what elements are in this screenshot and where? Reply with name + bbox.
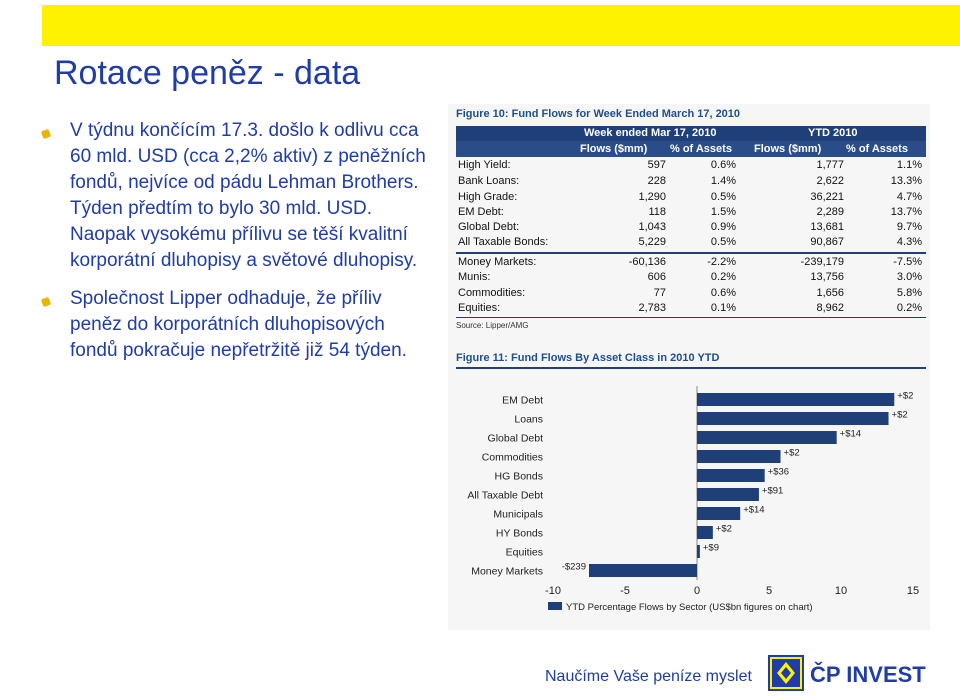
data-label: +$14 <box>839 428 862 440</box>
row-week-flow: 597 <box>647 159 666 171</box>
header-week-flows: Flows ($mm) <box>580 143 648 155</box>
data-label: +$14 <box>743 504 765 516</box>
bar <box>697 526 713 539</box>
category-label: Commodities <box>481 451 543 464</box>
category-label: Equities <box>505 546 543 559</box>
x-tick-label: -5 <box>620 585 630 597</box>
table-row <box>456 287 926 302</box>
figure11-title: Figure 11: Fund Flows By Asset Class in 2010 YTD <box>456 352 720 364</box>
row-ytd-flow: 36,221 <box>810 191 844 203</box>
table-row <box>456 191 926 206</box>
bullet-text: Společnost Lipper odhaduje, že příliv peněz do korporátních dluhopisových fondů pokračuje nepřetržitě již 54 týden. <box>70 288 407 361</box>
row-ytd-flow: 2,622 <box>816 175 844 187</box>
figure11-rule <box>456 367 926 369</box>
row-ytd-pct: 9.7% <box>896 221 922 233</box>
bar <box>697 545 700 558</box>
row-ytd-pct: 3.0% <box>896 271 922 283</box>
category-label: Global Debt <box>487 432 543 445</box>
row-ytd-flow: 1,777 <box>816 159 844 171</box>
row-ytd-flow: 13,756 <box>810 271 844 283</box>
row-week-flow: 1,290 <box>638 191 666 203</box>
figure-panel <box>448 104 930 630</box>
row-week-pct: 0.1% <box>710 302 736 314</box>
row-week-flow: 77 <box>653 287 666 299</box>
figure10-title: Figure 10: Fund Flows for Week Ended March 17, 2010 <box>456 108 741 120</box>
row-ytd-pct: 1.1% <box>896 159 922 171</box>
x-tick-label: 5 <box>765 585 773 597</box>
row-week-pct: 0.9% <box>710 221 736 233</box>
row-week-flow: 1,043 <box>638 221 666 233</box>
table-row <box>456 159 926 174</box>
row-ytd-pct: 0.2% <box>896 302 922 314</box>
row-label: High Yield: <box>458 159 511 171</box>
data-label: +$2 <box>783 447 800 459</box>
row-week-flow: 2,783 <box>638 302 666 314</box>
row-label: Munis: <box>458 271 491 283</box>
data-label: +$91 <box>761 485 784 497</box>
bar <box>697 507 740 520</box>
data-label: +$2 <box>715 523 732 535</box>
bar <box>697 488 759 501</box>
x-tick-label: 0 <box>693 585 701 597</box>
header-ytd-pct: % of Assets <box>846 143 908 155</box>
bullet-icon <box>41 129 51 139</box>
row-ytd-pct: 13.3% <box>890 175 922 187</box>
row-ytd-flow: 8,962 <box>816 302 844 314</box>
row-label: Commodities: <box>458 287 526 299</box>
row-week-pct: 0.5% <box>710 191 736 203</box>
top-yellow-band <box>42 5 960 46</box>
table-row <box>456 206 926 221</box>
table-divider <box>456 252 926 254</box>
bar <box>589 564 697 577</box>
table-row <box>456 175 926 190</box>
row-week-flow: 606 <box>647 271 666 283</box>
bar <box>697 412 889 425</box>
table-bottom-rule <box>456 317 926 318</box>
bullet-list <box>40 118 435 376</box>
row-label: Bank Loans: <box>458 175 520 187</box>
row-label: High Grade: <box>458 191 518 203</box>
brand-logo-icon <box>768 655 804 691</box>
row-week-flow: 5,229 <box>638 236 666 248</box>
row-label: Global Debt: <box>458 221 520 233</box>
row-label: EM Debt: <box>458 206 504 218</box>
bar <box>697 393 894 406</box>
bar-chart <box>448 374 930 626</box>
row-week-pct: 0.2% <box>710 271 736 283</box>
header-week-pct: % of Assets <box>670 143 732 155</box>
row-ytd-pct: 4.7% <box>896 191 922 203</box>
brand-name: ČP INVEST <box>810 662 926 687</box>
row-week-pct: 0.6% <box>710 287 736 299</box>
x-tick-label: 15 <box>906 585 920 597</box>
row-ytd-flow: 90,867 <box>810 236 844 248</box>
category-label: HY Bonds <box>495 527 543 540</box>
slide-title: Rotace peněz - data <box>54 54 361 92</box>
bar <box>697 469 765 482</box>
category-label: Municipals <box>493 508 543 521</box>
row-ytd-flow: 13,681 <box>810 221 844 233</box>
category-label: Loans <box>514 413 543 426</box>
row-week-pct: -2.2% <box>707 256 736 268</box>
legend-swatch <box>548 602 562 610</box>
row-week-flow: 118 <box>648 206 666 218</box>
row-label: Equities: <box>458 302 501 314</box>
row-week-pct: 1.5% <box>710 206 736 218</box>
table-row <box>456 302 926 317</box>
row-label: Money Markets: <box>458 256 537 268</box>
row-ytd-flow: 2,289 <box>816 206 844 218</box>
category-label: Money Markets <box>471 565 543 578</box>
table-source: Source: Lipper/AMG <box>456 321 529 330</box>
table-header-groups <box>456 126 926 141</box>
header-week: Week ended Mar 17, 2010 <box>584 127 717 139</box>
footer-slogan: Naučíme Vaše peníze myslet <box>545 668 752 685</box>
row-week-pct: 1.4% <box>710 175 736 187</box>
table-row <box>456 271 926 286</box>
row-ytd-pct: 5.8% <box>896 287 922 299</box>
category-label: All Taxable Debt <box>467 489 543 502</box>
header-ytd-flows: Flows ($mm) <box>754 143 822 155</box>
row-week-pct: 0.6% <box>710 159 736 171</box>
legend-label: YTD Percentage Flows by Sector (US$bn figures on chart) <box>566 602 813 613</box>
row-week-flow: 228 <box>647 175 666 187</box>
data-label: +$2 <box>897 390 914 402</box>
data-label: +$2 <box>891 409 908 421</box>
row-week-pct: 0.5% <box>710 236 736 248</box>
category-label: EM Debt <box>502 394 543 407</box>
x-tick-label: -10 <box>545 585 561 597</box>
row-ytd-pct: 13.7% <box>890 206 922 218</box>
table-row <box>456 221 926 236</box>
row-week-flow: -60,136 <box>628 256 666 268</box>
data-label: +$36 <box>767 466 790 478</box>
row-ytd-flow: 1,656 <box>816 287 844 299</box>
bullet-item <box>40 286 435 364</box>
x-tick-label: 10 <box>834 585 848 597</box>
row-ytd-pct: 4.3% <box>896 236 922 248</box>
table-row <box>456 236 926 251</box>
bullet-text: V týdnu končícím 17.3. došlo k odlivu cca 60 mld. USD (cca 2,2% aktiv) z peněžních fondů, nejvíce od pádu Lehman Brothers. Týden předtím to bylo 30 mld. USD. Naopak vysokému přílivu se těší kvalitní korporátní dluhopisy a světové dluhopisy. <box>70 120 426 271</box>
data-label: +$9 <box>702 542 720 554</box>
table-header-cols <box>456 141 926 157</box>
category-label: HG Bonds <box>494 470 543 483</box>
row-ytd-flow: -239,179 <box>800 256 844 268</box>
bullet-icon <box>41 297 51 307</box>
bullet-item <box>40 118 435 274</box>
header-ytd: YTD 2010 <box>808 127 858 139</box>
row-label: All Taxable Bonds: <box>458 236 549 248</box>
bar <box>697 431 837 444</box>
data-label: -$239 <box>561 561 586 573</box>
row-ytd-pct: -7.5% <box>893 256 922 268</box>
bar <box>697 450 781 463</box>
table-row <box>456 256 926 271</box>
